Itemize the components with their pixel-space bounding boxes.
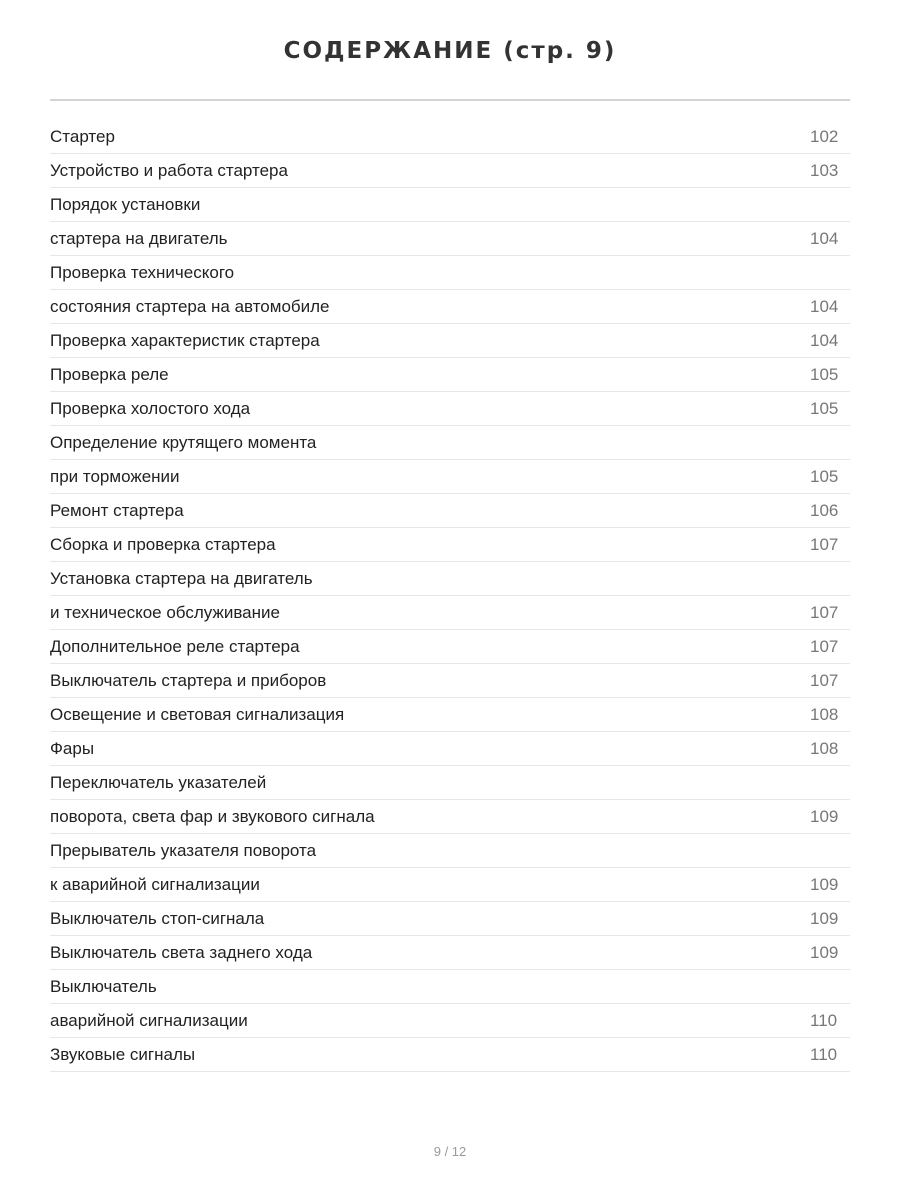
toc-entry[interactable] [50, 154, 850, 188]
toc-entry-title: Выключатель стоп-сигнала [50, 909, 265, 928]
toc-entry[interactable] [50, 324, 850, 358]
title-divider [50, 99, 850, 101]
toc-entry-title: Прерыватель указателя поворота [50, 841, 317, 860]
toc-entry-page-number: 107 [810, 603, 839, 622]
toc-entry-page-number: 108 [810, 705, 839, 724]
toc-entry-title: и техническое обслуживание [50, 603, 280, 622]
toc-entry[interactable] [50, 188, 850, 222]
toc-entry-page-number: 109 [810, 807, 839, 826]
toc-entry-page-number: 102 [810, 127, 839, 146]
toc-entry-page-number: 105 [810, 399, 839, 418]
toc-entry-page-number: 104 [810, 297, 839, 316]
toc-entry-title: аварийной сигнализации [50, 1011, 248, 1030]
toc-entry-title: Установка стартера на двигатель [50, 569, 313, 588]
toc-entry-title: Переключатель указателей [50, 773, 267, 792]
toc-entry[interactable] [50, 766, 850, 800]
toc-entry-page-number: 103 [810, 161, 839, 180]
toc-entry[interactable] [50, 120, 850, 154]
toc-entry[interactable] [50, 460, 850, 494]
toc-entry-title: при торможении [50, 467, 180, 486]
toc-entry-page-number: 105 [810, 365, 839, 384]
toc-entry[interactable] [50, 562, 850, 596]
toc-entry-title: Порядок установки [50, 195, 201, 214]
toc-entry[interactable] [50, 698, 850, 732]
toc-entry-page-number: 110 [810, 1045, 838, 1064]
toc-entry-title: Фары [50, 739, 95, 758]
toc-entry-title: к аварийной сигнализации [50, 875, 260, 894]
table-of-contents [50, 120, 850, 1072]
toc-entry-title: Проверка холостого хода [50, 399, 251, 418]
toc-entry-page-number: 106 [810, 501, 839, 520]
toc-entry[interactable] [50, 426, 850, 460]
toc-entry-page-number: 104 [810, 229, 839, 248]
page-indicator: 9 / 12 [433, 1144, 467, 1159]
toc-entry-title: Выключатель [50, 977, 157, 996]
toc-entry-title: Проверка реле [50, 365, 169, 384]
toc-entry-title: Проверка технического [50, 263, 235, 282]
toc-entry-page-number: 109 [810, 909, 839, 928]
toc-entry[interactable] [50, 630, 850, 664]
toc-entry-title: Выключатель света заднего хода [50, 943, 313, 962]
toc-entry[interactable] [50, 596, 850, 630]
toc-entry-page-number: 107 [810, 637, 839, 656]
toc-entry-title: поворота, света фар и звукового сигнала [50, 807, 375, 826]
toc-entry[interactable] [50, 290, 850, 324]
toc-entry[interactable] [50, 936, 850, 970]
toc-entry-page-number: 109 [810, 943, 839, 962]
toc-entry-title: Определение крутящего момента [50, 433, 317, 452]
toc-entry[interactable] [50, 358, 850, 392]
toc-entry-title: Освещение и световая сигнализация [50, 705, 345, 724]
toc-entry-page-number: 110 [810, 1011, 838, 1030]
toc-entry[interactable] [50, 222, 850, 256]
toc-entry[interactable] [50, 1004, 850, 1038]
toc-entry[interactable] [50, 256, 850, 290]
toc-entry-title: Ремонт стартера [50, 501, 184, 520]
toc-entry[interactable] [50, 1038, 850, 1072]
toc-entry[interactable] [50, 392, 850, 426]
toc-entry-title: Проверка характеристик стартера [50, 331, 320, 350]
toc-entry[interactable] [50, 800, 850, 834]
toc-entry[interactable] [50, 834, 850, 868]
toc-entry-title: Сборка и проверка стартера [50, 535, 276, 554]
toc-entry[interactable] [50, 970, 850, 1004]
toc-entry[interactable] [50, 902, 850, 936]
toc-entry-page-number: 108 [810, 739, 839, 758]
toc-entry-title: Звуковые сигналы [50, 1045, 196, 1064]
toc-entry-page-number: 105 [810, 467, 839, 486]
toc-entry[interactable] [50, 868, 850, 902]
toc-entry-title: стартера на двигатель [50, 229, 228, 248]
toc-entry-title: Выключатель стартера и приборов [50, 671, 327, 690]
toc-entry[interactable] [50, 664, 850, 698]
toc-entry-page-number: 109 [810, 875, 839, 894]
toc-entry-title: Устройство и работа стартера [50, 161, 288, 180]
toc-entry[interactable] [50, 732, 850, 766]
toc-entry[interactable] [50, 494, 850, 528]
toc-entry-page-number: 107 [810, 535, 839, 554]
toc-entry[interactable] [50, 528, 850, 562]
toc-entry-page-number: 107 [810, 671, 839, 690]
page-title: СОДЕРЖАНИЕ (стр. 9) [283, 38, 617, 64]
toc-entry-title: Стартер [50, 127, 115, 146]
toc-entry-title: Дополнительное реле стартера [50, 637, 300, 656]
toc-entry-title: состояния стартера на автомобиле [50, 297, 330, 316]
toc-entry-page-number: 104 [810, 331, 839, 350]
